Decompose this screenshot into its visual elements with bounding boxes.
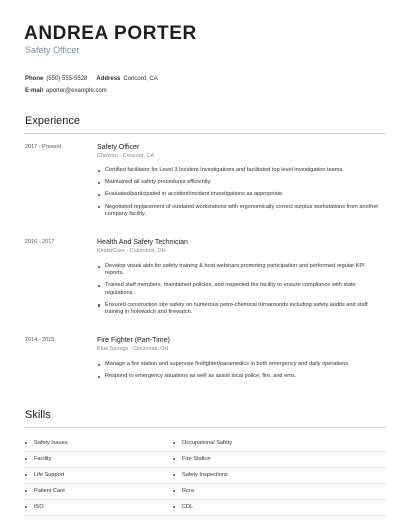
job-bullet: Maintained all safety procedures efficiently. [97,179,382,186]
bullet-dot [173,458,175,460]
job-dates: 2016 - 2017 [25,239,55,245]
candidate-name: ANDREA PORTER [24,23,197,44]
job-bullet: Certified facilitator for Level 3 Incident Investigations and facilitated top level investigation teams. [97,167,382,174]
skill-item: ISO [34,504,44,510]
job-company: KinderCare - Columbus, OH [97,248,166,254]
phone-label: Phone [25,76,44,82]
skill-separator [172,515,386,516]
address-label: Address [96,76,121,82]
job-dates: 2017 - Present [25,144,62,150]
job-bullets [97,167,382,218]
skill-item: Facility [34,456,52,462]
job-bullet: Ensured construction site safety on numerous petro-chemical turnarounds including safety audits and staff training in holewatch and firewatch. [97,302,382,316]
bullet-dot [173,442,175,444]
skill-separator [172,467,386,468]
address-value: Concord, CA [123,76,158,82]
bullet-dot [25,442,27,444]
bullet-dot [173,474,175,476]
skill-item: Safety Inspections [182,472,228,478]
job-company: Chevron - Concord, CA [97,153,155,159]
experience-divider [24,133,386,134]
job-bullet: Respond to emergency situations as well as assist local police, fire, and ems. [97,373,382,380]
skill-item: Life Support [34,472,65,478]
job-bullet: Develop visual aids for safety training & host webinars promoting participation and performed regular KPI reports. [97,263,382,277]
job-bullet: Manage a fire station and supervise firefighter/paramedics in both emergency and daily operations. [97,361,382,368]
job-bullet: Negotiated replacement of outdated workstations with ergonomically correct surplus workstations from another company facility. [97,204,382,218]
skill-item: Occupational Safety [182,440,233,446]
email-value: aporter@example.com [46,88,107,94]
job-title: Safety Officer [97,144,140,151]
email-label: E-mail [25,88,44,94]
experience-heading: Experience [25,115,81,127]
skill-separator [24,451,174,452]
job-bullet: Trained staff members, maintained policies, and inspected the facility to ensure compliance with state regulations. [97,282,382,296]
skill-separator [24,467,174,468]
skill-item: Patient Care [34,488,66,494]
bullet-dot [25,490,27,492]
bullet-dot [173,490,175,492]
skill-separator [24,515,174,516]
job-bullets [97,263,382,316]
skill-item: CDL [182,504,194,510]
skill-separator [172,483,386,484]
job-dates: 2014 - 2015 [25,337,55,343]
skill-separator [172,451,386,452]
skill-item: Rcra [182,488,194,494]
skill-separator [172,499,386,500]
job-bullet: Evaluated/participated in accident/incident investigations as appropriate. [97,191,382,198]
job-bullets [97,361,382,380]
bullet-dot [25,474,27,476]
skills-divider [24,427,386,428]
skill-item: Fire Station [182,456,211,462]
skill-item: Safety Issues [34,440,68,446]
job-company: Blue Springs - Cincinnati, OH [97,346,169,352]
skill-separator [24,483,174,484]
contact-line-1 [25,75,158,83]
skills-heading: Skills [25,409,51,421]
phone-value: (550) 555-5528 [46,76,88,82]
contact-line-2 [25,87,107,95]
bullet-dot [25,458,27,460]
job-title: Fire Fighter (Part-Time) [97,337,170,344]
bullet-dot [173,506,175,508]
job-title: Health And Safety Technician [97,239,188,246]
candidate-title: Safety Officer [25,45,80,55]
skill-separator [24,499,174,500]
bullet-dot [25,506,27,508]
